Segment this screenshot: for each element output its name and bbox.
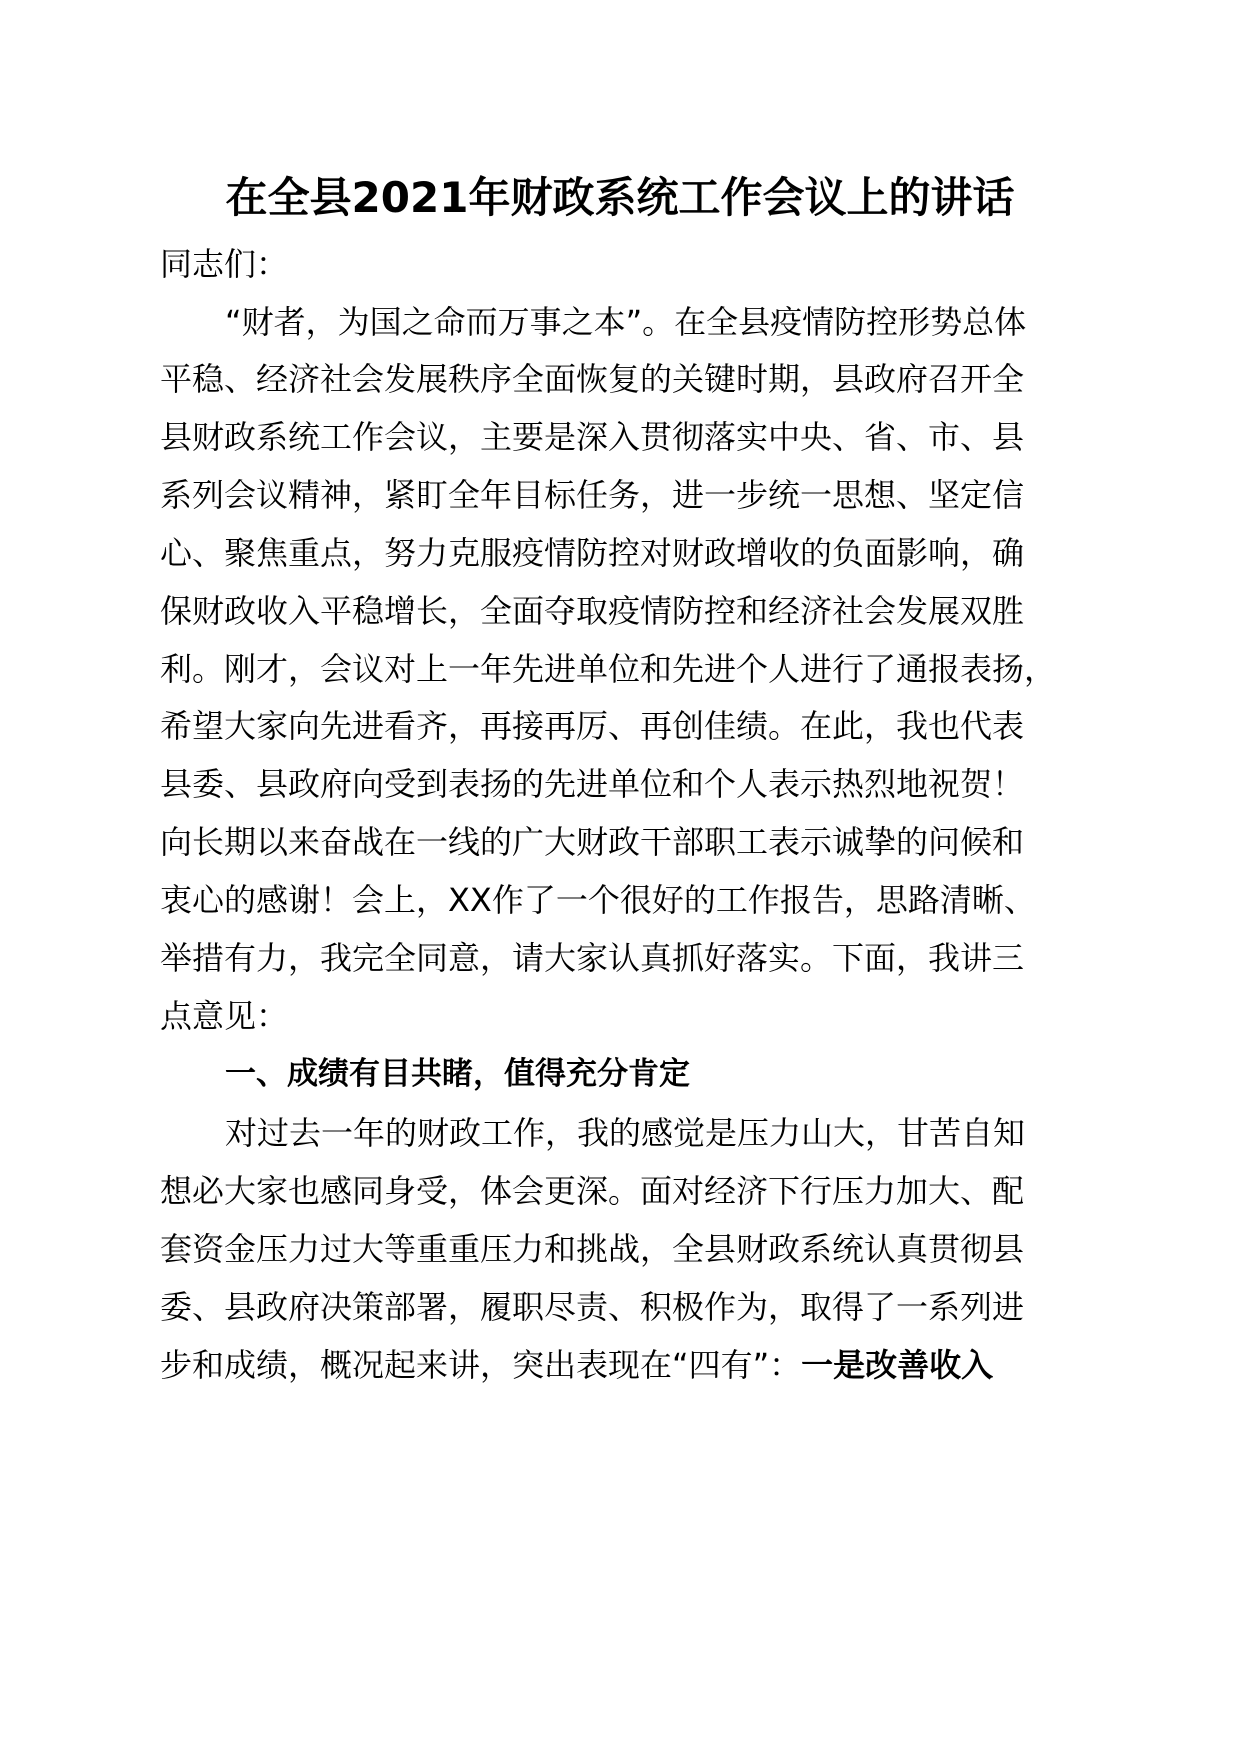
- section-heading: 一、成绩有目共睹，值得充分肯定: [225, 1056, 690, 1092]
- paragraph-line: 县委、县政府向受到表扬的先进单位和个人表示热烈地祝贺！: [160, 765, 1025, 803]
- paragraph-line: 利。刚才，会议对上一年先进单位和先进个人进行了通报表扬，: [160, 650, 1057, 688]
- paragraph-line: 套资金压力过大等重重压力和挑战，全县财政系统认真贯彻县: [160, 1230, 1025, 1268]
- salutation: 同志们：: [160, 245, 289, 283]
- paragraph-line: 希望大家向先进看齐，再接再厉、再创佳绩。在此，我也代表: [160, 707, 1025, 745]
- paragraph-text: 步和成绩，概况起来讲，突出表现在“四有”：: [160, 1346, 802, 1384]
- paragraph-line: 举措有力，我完全同意，请大家认真抓好落实。下面，我讲三: [160, 939, 1025, 977]
- paragraph-line: 心、聚焦重点，努力克服疫情防控对财政增收的负面影响，确: [160, 534, 1025, 572]
- paragraph-line: “财者，为国之命而万事之本”。在全县疫情防控形势总体: [225, 303, 1027, 341]
- paragraph-line: 委、县政府决策部署，履职尽责、积极作为，取得了一系列进: [160, 1288, 1025, 1326]
- paragraph-line: 想必大家也感同身受，体会更深。面对经济下行压力加大、配: [160, 1172, 1025, 1210]
- emphasis-text: 一是改善收入: [801, 1346, 994, 1384]
- paragraph-line: [160, 1341, 993, 1389]
- document-title: 在全县2021年财政系统工作会议上的讲话: [225, 173, 1015, 222]
- paragraph-line: 保财政收入平稳增长，全面夺取疫情防控和经济社会发展双胜: [160, 592, 1025, 630]
- paragraph-line: 系列会议精神，紧盯全年目标任务，进一步统一思想、坚定信: [160, 476, 1025, 514]
- paragraph-line: 县财政系统工作会议，主要是深入贯彻落实中央、省、市、县: [160, 418, 1025, 456]
- paragraph-line: 平稳、经济社会发展秩序全面恢复的关键时期，县政府召开全: [160, 360, 1025, 398]
- paragraph-line: 衷心的感谢！会上，XX作了一个很好的工作报告，思路清晰、: [160, 881, 1036, 919]
- paragraph-line: 对过去一年的财政工作，我的感觉是压力山大，甘苦自知: [225, 1114, 1026, 1152]
- paragraph-line: 点意见：: [160, 997, 289, 1035]
- paragraph-line: 向长期以来奋战在一线的广大财政干部职工表示诚挚的问候和: [160, 823, 1025, 861]
